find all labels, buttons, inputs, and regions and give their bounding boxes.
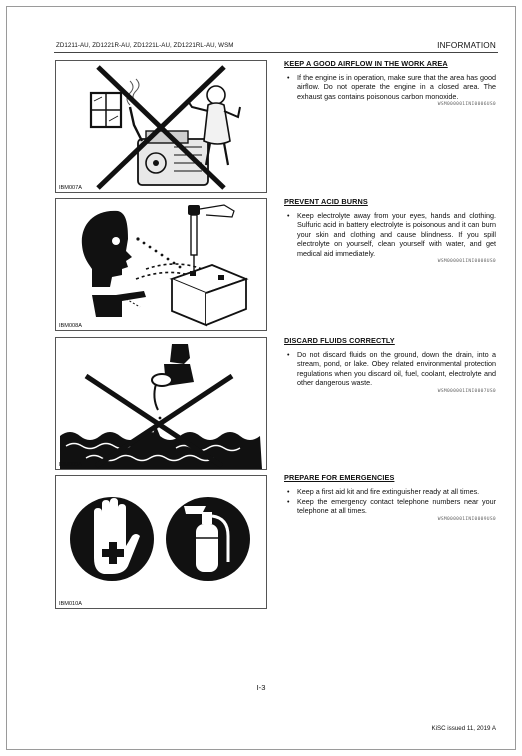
header-chapter-title: INFORMATION: [437, 41, 496, 50]
figure-acid: [55, 198, 267, 331]
header-divider: [54, 52, 498, 53]
section-discard-fluids: [284, 336, 496, 394]
figure-code: IBM008A: [59, 323, 83, 329]
figure-emergency: [55, 475, 267, 609]
page-number: I-3: [256, 683, 266, 692]
bullet-item: • Do not discard fluids on the ground, down the drain, into a stream, pond, or lake. Obey related environmental protection regulations when you discard oil, fuel, coolant, electrolyte and other dangerous waste.: [284, 350, 496, 388]
figure-code: IBM009A: [59, 462, 83, 468]
footer-issue: KiSC issued 11, 2019 A: [431, 725, 496, 732]
section-heading: DISCARD FLUIDS CORRECTLY: [284, 336, 395, 345]
figure-code: IBM007A: [59, 185, 83, 191]
no-fluid-discard-icon: [56, 338, 266, 469]
bullet-item: • Keep a first aid kit and fire extinguisher ready at all times.: [284, 487, 496, 496]
section-acid-burns: [284, 197, 496, 264]
section-heading: PREPARE FOR EMERGENCIES: [284, 473, 395, 482]
battery-acid-hazard-icon: [56, 199, 266, 330]
section-heading: KEEP A GOOD AIRFLOW IN THE WORK AREA: [284, 59, 448, 68]
first-aid-and-fire-extinguisher-icon: [56, 476, 266, 608]
header-model-list: ZD1211-AU, ZD1221R-AU, ZD1221L-AU, ZD1221RL-AU, WSM: [56, 42, 234, 49]
figure-airflow: [55, 60, 267, 193]
section-heading: PREVENT ACID BURNS: [284, 197, 368, 206]
reference-code: WSM000001INI0007US0: [437, 388, 496, 394]
bullet-item: • If the engine is in operation, make sure that the area has good airflow. Do not operate the engine in a closed area. The exhaust gas contains poisonous carbon monoxide.: [284, 73, 496, 101]
bullet-item: • Keep the emergency contact telephone numbers near your telephone at all times.: [284, 497, 496, 516]
reference-code: WSM000001INI0006US0: [437, 102, 496, 108]
figure-code: IBM010A: [59, 601, 83, 607]
figure-fluids: [55, 337, 267, 470]
bullet-item: • Keep electrolyte away from your eyes, hands and clothing. Sulfuric acid in battery electrolyte is poisonous and it can burn your skin and clothing and cause blindness. If you spill electrolyte on yourself, clean yourself with water, and get medical aid immediately.: [284, 211, 496, 258]
reference-code: WSM000001INI0008US0: [437, 259, 496, 265]
section-airflow: [284, 59, 496, 107]
engine-operator-prohibited-icon: [56, 61, 266, 192]
reference-code: WSM000001INI0009US0: [437, 516, 496, 522]
section-emergencies: [284, 473, 496, 522]
